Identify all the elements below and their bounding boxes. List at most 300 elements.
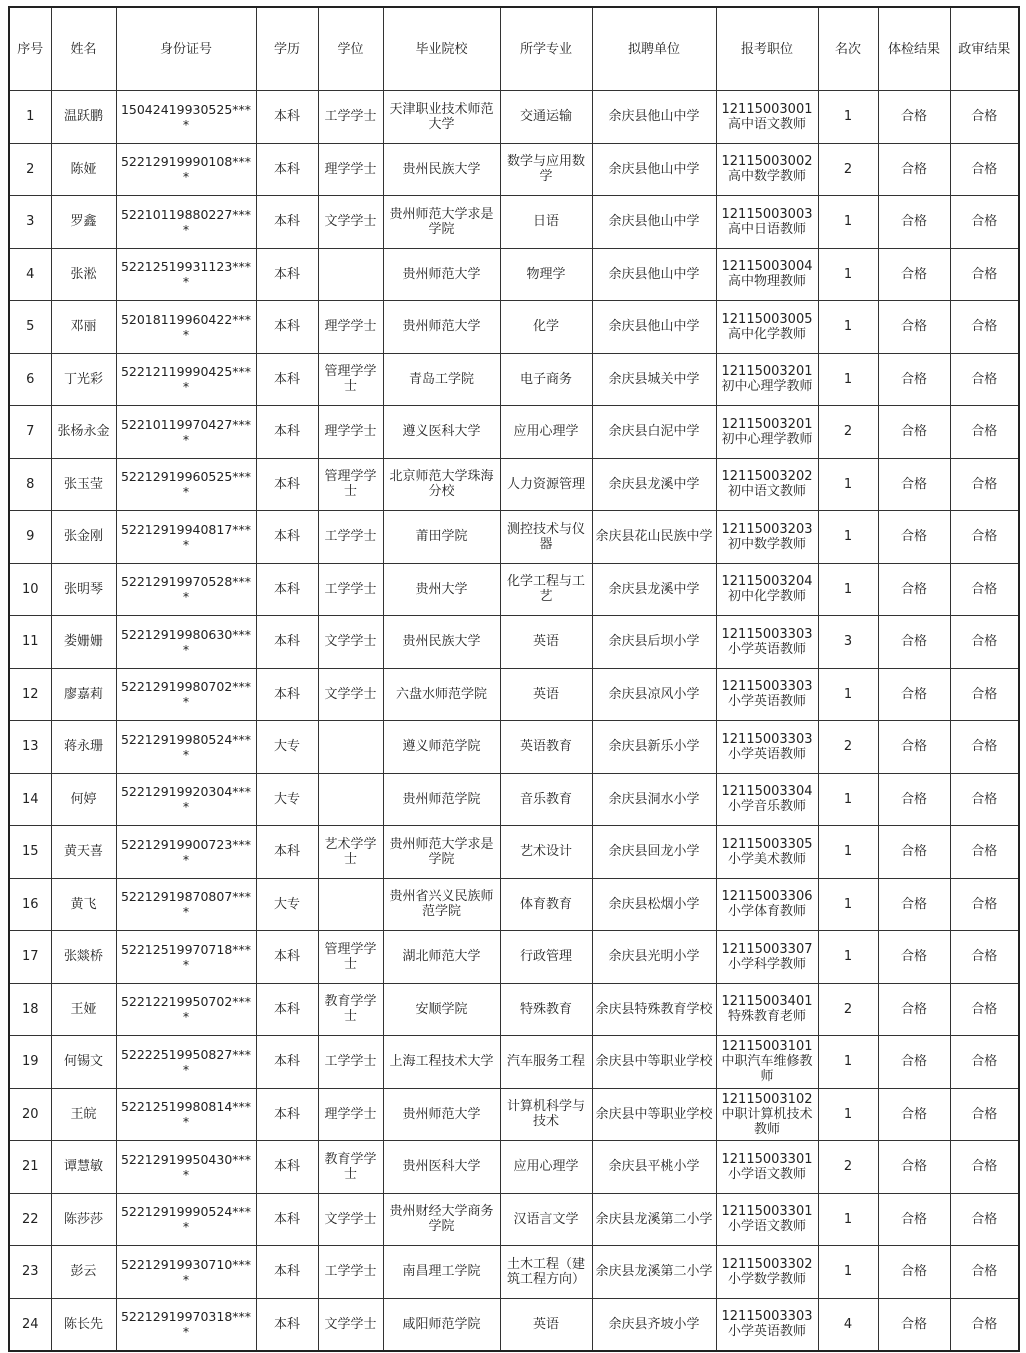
cell-review-result: 合格	[950, 406, 1019, 459]
cell-review-result: 合格	[950, 826, 1019, 879]
cell-name: 陈娅	[51, 143, 116, 196]
col-header-review-result: 政审结果	[950, 7, 1019, 91]
cell-education: 大专	[256, 878, 318, 931]
cell-medical-result: 合格	[878, 353, 950, 406]
cell-id-number: 52212119990425****	[116, 353, 256, 406]
cell-employer: 余庆县光明小学	[592, 931, 716, 984]
table-body	[9, 91, 1019, 1351]
cell-position: 12115003303 小学英语教师	[716, 721, 818, 774]
results-table	[8, 6, 1020, 1352]
cell-id-number: 52210119880227****	[116, 196, 256, 249]
cell-rank: 1	[818, 196, 878, 249]
cell-school: 上海工程技术大学	[383, 1036, 500, 1089]
cell-degree: 理学学士	[318, 301, 383, 354]
cell-major: 交通运输	[500, 91, 592, 144]
cell-index: 14	[9, 773, 51, 826]
cell-index: 22	[9, 1193, 51, 1246]
table-row	[9, 1141, 1019, 1194]
cell-id-number: 52212219950702****	[116, 983, 256, 1036]
cell-employer: 余庆县龙溪第二小学	[592, 1193, 716, 1246]
cell-id-number: 52212919980524****	[116, 721, 256, 774]
cell-school: 南昌理工学院	[383, 1246, 500, 1299]
cell-position: 12115003201 初中心理学教师	[716, 406, 818, 459]
cell-education: 本科	[256, 1298, 318, 1351]
cell-id-number: 52222519950827****	[116, 1036, 256, 1089]
cell-medical-result: 合格	[878, 143, 950, 196]
cell-id-number: 52212519970718****	[116, 931, 256, 984]
cell-id-number: 52212519980814****	[116, 1088, 256, 1141]
cell-position: 12115003307 小学科学教师	[716, 931, 818, 984]
cell-degree: 工学学士	[318, 563, 383, 616]
cell-major: 英语	[500, 1298, 592, 1351]
cell-review-result: 合格	[950, 668, 1019, 721]
cell-index: 11	[9, 616, 51, 669]
cell-name: 张明琴	[51, 563, 116, 616]
cell-rank: 1	[818, 353, 878, 406]
cell-school: 贵州师范大学	[383, 301, 500, 354]
cell-name: 张燚桥	[51, 931, 116, 984]
cell-review-result: 合格	[950, 1088, 1019, 1141]
cell-medical-result: 合格	[878, 301, 950, 354]
cell-index: 10	[9, 563, 51, 616]
cell-review-result: 合格	[950, 196, 1019, 249]
cell-name: 邓丽	[51, 301, 116, 354]
col-header-rank: 名次	[818, 7, 878, 91]
table-row	[9, 1246, 1019, 1299]
cell-employer: 余庆县平桃小学	[592, 1141, 716, 1194]
cell-id-number: 52212919900723****	[116, 826, 256, 879]
cell-education: 本科	[256, 196, 318, 249]
cell-school: 北京师范大学珠海分校	[383, 458, 500, 511]
results-table-container	[8, 6, 1018, 1348]
cell-medical-result: 合格	[878, 826, 950, 879]
cell-education: 大专	[256, 721, 318, 774]
cell-education: 本科	[256, 931, 318, 984]
cell-education: 本科	[256, 248, 318, 301]
cell-education: 本科	[256, 668, 318, 721]
table-row	[9, 511, 1019, 564]
cell-degree: 文学学士	[318, 1298, 383, 1351]
cell-name: 黄飞	[51, 878, 116, 931]
cell-index: 8	[9, 458, 51, 511]
cell-school: 遵义医科大学	[383, 406, 500, 459]
cell-degree	[318, 878, 383, 931]
col-header-id-number: 身份证号	[116, 7, 256, 91]
cell-medical-result: 合格	[878, 773, 950, 826]
cell-index: 18	[9, 983, 51, 1036]
cell-review-result: 合格	[950, 91, 1019, 144]
cell-review-result: 合格	[950, 1193, 1019, 1246]
cell-name: 黄天喜	[51, 826, 116, 879]
cell-degree: 工学学士	[318, 1246, 383, 1299]
cell-id-number: 52212919980702****	[116, 668, 256, 721]
cell-medical-result: 合格	[878, 1246, 950, 1299]
cell-school: 贵州师范学院	[383, 773, 500, 826]
cell-medical-result: 合格	[878, 511, 950, 564]
cell-degree: 理学学士	[318, 143, 383, 196]
cell-school: 贵州医科大学	[383, 1141, 500, 1194]
cell-position: 12115003303 小学英语教师	[716, 1298, 818, 1351]
cell-review-result: 合格	[950, 563, 1019, 616]
cell-medical-result: 合格	[878, 406, 950, 459]
cell-review-result: 合格	[950, 301, 1019, 354]
cell-degree	[318, 773, 383, 826]
cell-index: 4	[9, 248, 51, 301]
table-row	[9, 983, 1019, 1036]
cell-major: 音乐教育	[500, 773, 592, 826]
col-header-name: 姓名	[51, 7, 116, 91]
cell-name: 张杨永金	[51, 406, 116, 459]
cell-id-number: 52212919920304****	[116, 773, 256, 826]
cell-degree: 文学学士	[318, 616, 383, 669]
cell-degree: 理学学士	[318, 406, 383, 459]
cell-medical-result: 合格	[878, 1036, 950, 1089]
cell-rank: 1	[818, 668, 878, 721]
cell-degree: 文学学士	[318, 668, 383, 721]
table-row	[9, 406, 1019, 459]
cell-review-result: 合格	[950, 878, 1019, 931]
cell-id-number: 52212919960525****	[116, 458, 256, 511]
col-header-degree: 学位	[318, 7, 383, 91]
cell-medical-result: 合格	[878, 616, 950, 669]
cell-employer: 余庆县齐坡小学	[592, 1298, 716, 1351]
cell-major: 数学与应用数学	[500, 143, 592, 196]
cell-school: 贵州师范大学	[383, 248, 500, 301]
cell-name: 廖嘉莉	[51, 668, 116, 721]
cell-position: 12115003306 小学体育教师	[716, 878, 818, 931]
cell-name: 张玉莹	[51, 458, 116, 511]
cell-employer: 余庆县他山中学	[592, 196, 716, 249]
cell-school: 莆田学院	[383, 511, 500, 564]
col-header-school: 毕业院校	[383, 7, 500, 91]
cell-position: 12115003204 初中化学教师	[716, 563, 818, 616]
cell-medical-result: 合格	[878, 1298, 950, 1351]
cell-rank: 1	[818, 458, 878, 511]
cell-education: 本科	[256, 1088, 318, 1141]
cell-degree	[318, 248, 383, 301]
cell-medical-result: 合格	[878, 196, 950, 249]
table-row	[9, 668, 1019, 721]
cell-major: 英语	[500, 668, 592, 721]
table-row	[9, 196, 1019, 249]
cell-degree	[318, 721, 383, 774]
header-row	[9, 7, 1019, 91]
table-row	[9, 616, 1019, 669]
cell-id-number: 52212919990108****	[116, 143, 256, 196]
cell-degree: 管理学学士	[318, 931, 383, 984]
cell-index: 9	[9, 511, 51, 564]
cell-review-result: 合格	[950, 931, 1019, 984]
cell-education: 本科	[256, 301, 318, 354]
cell-id-number: 52212919930710****	[116, 1246, 256, 1299]
cell-school: 贵州财经大学商务学院	[383, 1193, 500, 1246]
cell-position: 12115003301 小学语文教师	[716, 1193, 818, 1246]
cell-rank: 1	[818, 563, 878, 616]
cell-index: 7	[9, 406, 51, 459]
cell-major: 人力资源管理	[500, 458, 592, 511]
cell-major: 电子商务	[500, 353, 592, 406]
cell-rank: 1	[818, 511, 878, 564]
cell-review-result: 合格	[950, 143, 1019, 196]
table-row	[9, 353, 1019, 406]
cell-position: 12115003301 小学语文教师	[716, 1141, 818, 1194]
cell-rank: 2	[818, 1141, 878, 1194]
cell-position: 12115003001 高中语文教师	[716, 91, 818, 144]
cell-index: 2	[9, 143, 51, 196]
cell-index: 23	[9, 1246, 51, 1299]
cell-index: 5	[9, 301, 51, 354]
cell-degree: 工学学士	[318, 511, 383, 564]
cell-index: 24	[9, 1298, 51, 1351]
cell-major: 行政管理	[500, 931, 592, 984]
cell-index: 21	[9, 1141, 51, 1194]
cell-major: 英语	[500, 616, 592, 669]
cell-school: 贵州民族大学	[383, 143, 500, 196]
cell-degree: 管理学学士	[318, 458, 383, 511]
cell-major: 汽车服务工程	[500, 1036, 592, 1089]
table-row	[9, 1193, 1019, 1246]
cell-employer: 余庆县中等职业学校	[592, 1088, 716, 1141]
cell-position: 12115003303 小学英语教师	[716, 616, 818, 669]
table-row	[9, 878, 1019, 931]
cell-name: 陈莎莎	[51, 1193, 116, 1246]
cell-education: 本科	[256, 616, 318, 669]
cell-id-number: 52212919990524****	[116, 1193, 256, 1246]
cell-education: 本科	[256, 983, 318, 1036]
table-row	[9, 458, 1019, 511]
cell-rank: 2	[818, 143, 878, 196]
cell-degree: 工学学士	[318, 1036, 383, 1089]
cell-position: 12115003303 小学英语教师	[716, 668, 818, 721]
cell-major: 艺术设计	[500, 826, 592, 879]
cell-id-number: 52212919980630****	[116, 616, 256, 669]
cell-education: 本科	[256, 826, 318, 879]
cell-employer: 余庆县新乐小学	[592, 721, 716, 774]
cell-position: 12115003102 中职计算机技术教师	[716, 1088, 818, 1141]
cell-review-result: 合格	[950, 616, 1019, 669]
cell-name: 张淞	[51, 248, 116, 301]
cell-medical-result: 合格	[878, 931, 950, 984]
cell-school: 咸阳师范学院	[383, 1298, 500, 1351]
cell-school: 青岛工学院	[383, 353, 500, 406]
cell-rank: 2	[818, 406, 878, 459]
cell-medical-result: 合格	[878, 1088, 950, 1141]
cell-school: 贵州大学	[383, 563, 500, 616]
cell-degree: 工学学士	[318, 91, 383, 144]
cell-index: 13	[9, 721, 51, 774]
cell-id-number: 52212919940817****	[116, 511, 256, 564]
cell-review-result: 合格	[950, 1141, 1019, 1194]
table-row	[9, 931, 1019, 984]
table-row	[9, 721, 1019, 774]
table-row	[9, 143, 1019, 196]
cell-index: 15	[9, 826, 51, 879]
cell-name: 彭云	[51, 1246, 116, 1299]
cell-id-number: 15042419930525****	[116, 91, 256, 144]
cell-rank: 2	[818, 721, 878, 774]
cell-rank: 1	[818, 773, 878, 826]
cell-major: 物理学	[500, 248, 592, 301]
cell-review-result: 合格	[950, 983, 1019, 1036]
cell-position: 12115003305 小学美术教师	[716, 826, 818, 879]
cell-position: 12115003401 特殊教育老师	[716, 983, 818, 1036]
table-row	[9, 826, 1019, 879]
cell-position: 12115003005 高中化学教师	[716, 301, 818, 354]
cell-employer: 余庆县中等职业学校	[592, 1036, 716, 1089]
cell-medical-result: 合格	[878, 668, 950, 721]
cell-rank: 1	[818, 878, 878, 931]
cell-medical-result: 合格	[878, 1193, 950, 1246]
table-row	[9, 1036, 1019, 1089]
cell-degree: 教育学学士	[318, 1141, 383, 1194]
cell-major: 应用心理学	[500, 406, 592, 459]
cell-employer: 余庆县回龙小学	[592, 826, 716, 879]
cell-employer: 余庆县花山民族中学	[592, 511, 716, 564]
cell-employer: 余庆县他山中学	[592, 301, 716, 354]
table-row	[9, 91, 1019, 144]
cell-major: 计算机科学与技术	[500, 1088, 592, 1141]
cell-school: 贵州师范大学求是学院	[383, 826, 500, 879]
cell-major: 日语	[500, 196, 592, 249]
cell-name: 王娅	[51, 983, 116, 1036]
cell-medical-result: 合格	[878, 91, 950, 144]
cell-degree: 教育学学士	[318, 983, 383, 1036]
cell-school: 贵州师范大学求是学院	[383, 196, 500, 249]
cell-name: 温跃鹏	[51, 91, 116, 144]
cell-position: 12115003101 中职汽车维修教师	[716, 1036, 818, 1089]
cell-employer: 余庆县他山中学	[592, 91, 716, 144]
cell-degree: 管理学学士	[318, 353, 383, 406]
cell-name: 罗鑫	[51, 196, 116, 249]
cell-index: 6	[9, 353, 51, 406]
cell-education: 本科	[256, 511, 318, 564]
cell-major: 应用心理学	[500, 1141, 592, 1194]
cell-education: 本科	[256, 563, 318, 616]
cell-name: 丁光彩	[51, 353, 116, 406]
cell-review-result: 合格	[950, 721, 1019, 774]
cell-major: 英语教育	[500, 721, 592, 774]
cell-position: 12115003304 小学音乐教师	[716, 773, 818, 826]
table-row	[9, 301, 1019, 354]
cell-major: 化学	[500, 301, 592, 354]
cell-employer: 余庆县龙溪中学	[592, 563, 716, 616]
cell-name: 张金刚	[51, 511, 116, 564]
cell-index: 17	[9, 931, 51, 984]
cell-rank: 3	[818, 616, 878, 669]
cell-medical-result: 合格	[878, 248, 950, 301]
cell-position: 12115003004 高中物理教师	[716, 248, 818, 301]
cell-major: 土木工程（建筑工程方向）	[500, 1246, 592, 1299]
cell-review-result: 合格	[950, 353, 1019, 406]
cell-medical-result: 合格	[878, 983, 950, 1036]
cell-name: 何婷	[51, 773, 116, 826]
cell-id-number: 52212919970318****	[116, 1298, 256, 1351]
cell-medical-result: 合格	[878, 878, 950, 931]
cell-position: 12115003201 初中心理学教师	[716, 353, 818, 406]
cell-employer: 余庆县洞水小学	[592, 773, 716, 826]
cell-major: 体育教育	[500, 878, 592, 931]
table-row	[9, 1088, 1019, 1141]
table-row	[9, 563, 1019, 616]
cell-employer: 余庆县后坝小学	[592, 616, 716, 669]
cell-school: 贵州民族大学	[383, 616, 500, 669]
cell-name: 蒋永珊	[51, 721, 116, 774]
cell-employer: 余庆县松烟小学	[592, 878, 716, 931]
cell-employer: 余庆县特殊教育学校	[592, 983, 716, 1036]
cell-position: 12115003302 小学数学教师	[716, 1246, 818, 1299]
cell-index: 1	[9, 91, 51, 144]
cell-school: 六盘水师范学院	[383, 668, 500, 721]
cell-name: 陈长先	[51, 1298, 116, 1351]
cell-major: 汉语言文学	[500, 1193, 592, 1246]
cell-review-result: 合格	[950, 773, 1019, 826]
cell-rank: 1	[818, 1088, 878, 1141]
table-row	[9, 773, 1019, 826]
cell-school: 遵义师范学院	[383, 721, 500, 774]
col-header-position: 报考职位	[716, 7, 818, 91]
cell-major: 特殊教育	[500, 983, 592, 1036]
cell-id-number: 52212919970528****	[116, 563, 256, 616]
cell-school: 贵州师范大学	[383, 1088, 500, 1141]
cell-education: 大专	[256, 773, 318, 826]
cell-employer: 余庆县龙溪中学	[592, 458, 716, 511]
cell-education: 本科	[256, 1246, 318, 1299]
cell-degree: 文学学士	[318, 1193, 383, 1246]
cell-employer: 余庆县他山中学	[592, 143, 716, 196]
cell-education: 本科	[256, 353, 318, 406]
cell-rank: 1	[818, 1246, 878, 1299]
cell-medical-result: 合格	[878, 458, 950, 511]
cell-position: 12115003203 初中数学教师	[716, 511, 818, 564]
cell-medical-result: 合格	[878, 1141, 950, 1194]
cell-review-result: 合格	[950, 1036, 1019, 1089]
cell-review-result: 合格	[950, 1298, 1019, 1351]
cell-education: 本科	[256, 1141, 318, 1194]
cell-id-number: 52212519931123****	[116, 248, 256, 301]
cell-rank: 1	[818, 1036, 878, 1089]
col-header-employer: 拟聘单位	[592, 7, 716, 91]
cell-school: 贵州省兴义民族师范学院	[383, 878, 500, 931]
cell-name: 王皖	[51, 1088, 116, 1141]
cell-index: 16	[9, 878, 51, 931]
cell-employer: 余庆县城关中学	[592, 353, 716, 406]
cell-rank: 1	[818, 826, 878, 879]
cell-id-number: 52018119960422****	[116, 301, 256, 354]
cell-employer: 余庆县凉风小学	[592, 668, 716, 721]
cell-rank: 1	[818, 248, 878, 301]
cell-education: 本科	[256, 143, 318, 196]
cell-review-result: 合格	[950, 511, 1019, 564]
col-header-medical-result: 体检结果	[878, 7, 950, 91]
cell-employer: 余庆县白泥中学	[592, 406, 716, 459]
cell-review-result: 合格	[950, 458, 1019, 511]
cell-rank: 2	[818, 983, 878, 1036]
cell-school: 天津职业技术师范大学	[383, 91, 500, 144]
cell-rank: 1	[818, 91, 878, 144]
col-header-index: 序号	[9, 7, 51, 91]
cell-medical-result: 合格	[878, 721, 950, 774]
cell-school: 安顺学院	[383, 983, 500, 1036]
cell-index: 3	[9, 196, 51, 249]
cell-rank: 1	[818, 1193, 878, 1246]
cell-education: 本科	[256, 91, 318, 144]
cell-rank: 1	[818, 931, 878, 984]
cell-degree: 艺术学学士	[318, 826, 383, 879]
cell-rank: 1	[818, 301, 878, 354]
col-header-education: 学历	[256, 7, 318, 91]
cell-id-number: 52212919950430****	[116, 1141, 256, 1194]
table-row	[9, 1298, 1019, 1351]
